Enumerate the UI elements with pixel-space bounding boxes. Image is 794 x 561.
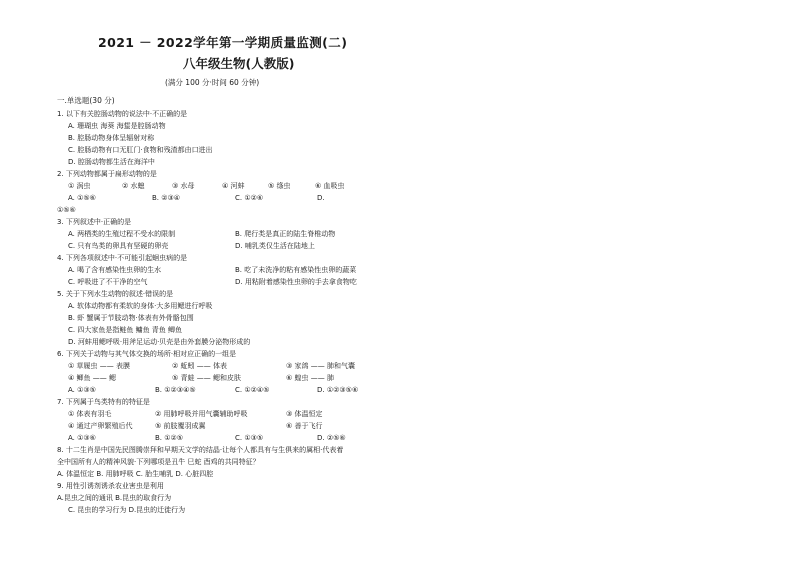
question-4-option-c: C. 呼吸进了不干净的空气 [68, 278, 148, 286]
question-9-options-line-1: A.昆虫之间的通讯 B.昆虫的取食行为 [57, 494, 172, 502]
question-7-option-d: D. ②⑤⑥ [317, 434, 346, 442]
question-6-item: ④ 鲫鱼 —— 鳃 [68, 374, 116, 382]
question-9-stem: 9. 用性引诱剂诱杀农业害虫是利用 [57, 482, 164, 490]
question-5-stem: 5. 关于下列水生动物的叙述·错误的是 [57, 290, 174, 298]
question-7-stem: 7. 下列属于鸟类特有的特征是 [57, 398, 150, 406]
question-1-stem: 1. 以下有关腔肠动物的说法中·不正确的是 [57, 110, 188, 118]
question-1-option-b: B. 腔肠动物身体呈辐射对称 [68, 134, 155, 142]
question-7-item: ③ 体温恒定 [286, 410, 323, 418]
question-5-option-a: A. 软体动物都有柔软的身体·大多用鳃进行呼吸 [68, 302, 213, 310]
question-2-item: ⑤ 绦虫 [268, 182, 291, 190]
question-2-item: ④ 河蚌 [222, 182, 245, 190]
question-8-options: A. 体温恒定 B. 用肺呼吸 C. 胎生哺乳 D. 心脏四腔 [57, 470, 214, 478]
question-2-option-a: A. ①⑤⑥ [68, 194, 96, 202]
exam-subtitle: 八年级生物(人教版) [183, 56, 295, 71]
question-8-stem-line-1: 8. 十二生肖是中国先民图腾崇拜和早期天文学的结晶·让每个人都具有与生俱来的属相·代表着 [57, 446, 344, 454]
question-7-item: ② 用肺呼吸并用气囊辅助呼吸 [155, 410, 248, 418]
section-heading: 一.单选题(30 分) [57, 96, 115, 105]
question-6-item: ⑥ 蝗虫 —— 肺 [286, 374, 334, 382]
question-7-option-a: A. ①③⑥ [68, 434, 96, 442]
question-7-option-b: B. ①②⑤ [155, 434, 184, 442]
question-8-stem-line-2: 全中国所有人的精神风貌·下列哪项是丑牛 巳蛇 酉鸡的共同特征？ [57, 458, 260, 466]
question-4-stem: 4. 下列各项叙述中·不可能引起蛔虫病的是 [57, 254, 188, 262]
question-6-stem: 6. 下列关于动物与其气体交换的场所·相对应正确的一组是 [57, 350, 237, 358]
question-2-option-c: C. ①②⑥ [235, 194, 264, 202]
question-6-item: ③ 家鸽 —— 肺和气囊 [286, 362, 355, 370]
question-2-option-d: D. [317, 194, 325, 202]
question-6-option-a: A. ①③⑤ [68, 386, 96, 394]
question-6-option-b: B. ①②③④⑤ [155, 386, 196, 394]
question-5-option-b: B. 虾 蟹属于节肢动物·体表有外骨骼包围 [68, 314, 194, 322]
question-5-option-c: C. 四大家鱼是指鲢鱼 鳙鱼 青鱼 鲫鱼 [68, 326, 183, 334]
question-3-stem: 3. 下列叙述中·正确的是 [57, 218, 132, 226]
question-6-option-d: D. ①②③⑤⑥ [317, 386, 359, 394]
question-7-item: ⑥ 善于飞行 [286, 422, 323, 430]
question-7-option-c: C. ①③⑤ [235, 434, 264, 442]
question-7-item: ⑤ 前肢覆羽成翼 [155, 422, 206, 430]
question-1-option-a: A. 珊瑚虫 海葵 海蜇是腔肠动物 [68, 122, 166, 130]
question-3-option-c: C. 只有鸟类的卵具有坚硬的卵壳 [68, 242, 169, 250]
question-3-option-b: B. 爬行类是真正的陆生脊椎动物 [235, 230, 336, 238]
question-2-item: ① 涡虫 [68, 182, 91, 190]
question-5-option-d: D. 河蚌用鳃呼吸·用斧足运动·贝壳是由外套膜分泌物形成的 [68, 338, 251, 346]
question-1-option-d: D. 腔肠动物都生活在海洋中 [68, 158, 155, 166]
question-4-option-a: A. 喝了含有感染性虫卵的生水 [68, 266, 162, 274]
question-2-item: ③ 水母 [172, 182, 195, 190]
question-6-option-c: C. ①②④⑤ [235, 386, 270, 394]
exam-title: 2021 － 2022学年第一学期质量监测(二) [98, 35, 348, 50]
question-1-option-c: C. 腔肠动物有口无肛门·食物和残渣都由口进出 [68, 146, 213, 154]
question-4-option-b: B. 吃了未洗净的粘有感染性虫卵的蔬菜 [235, 266, 357, 274]
question-7-item: ④ 通过产卵繁殖后代 [68, 422, 133, 430]
question-3-option-a: A. 两栖类的生殖过程不受水的限制 [68, 230, 176, 238]
question-4-option-d: D. 用粘附着感染性虫卵的手去拿食物吃 [235, 278, 357, 286]
question-2-item: ② 水螅 [122, 182, 145, 190]
question-9-options-line-2: C. 昆虫的学习行为 D.昆虫的迁徙行为 [68, 506, 186, 514]
question-3-option-d: D. 哺乳类仅生活在陆地上 [235, 242, 315, 250]
question-6-item: ⑤ 青蛙 —— 鳃和皮肤 [172, 374, 241, 382]
question-2-option-d-value: ①⑤⑥ [57, 206, 76, 214]
question-6-item: ② 蚯蚓 —— 体表 [172, 362, 227, 370]
question-2-option-b: B. ②③④ [152, 194, 181, 202]
question-7-item: ① 体表有羽毛 [68, 410, 112, 418]
question-6-item: ① 草履虫 —— 表膜 [68, 362, 130, 370]
question-2-stem: 2. 下列动物都属于扁形动物的是 [57, 170, 157, 178]
question-2-item: ⑥ 血吸虫 [315, 182, 345, 190]
exam-meta: (满分 100 分·时间 60 分钟) [165, 78, 260, 87]
